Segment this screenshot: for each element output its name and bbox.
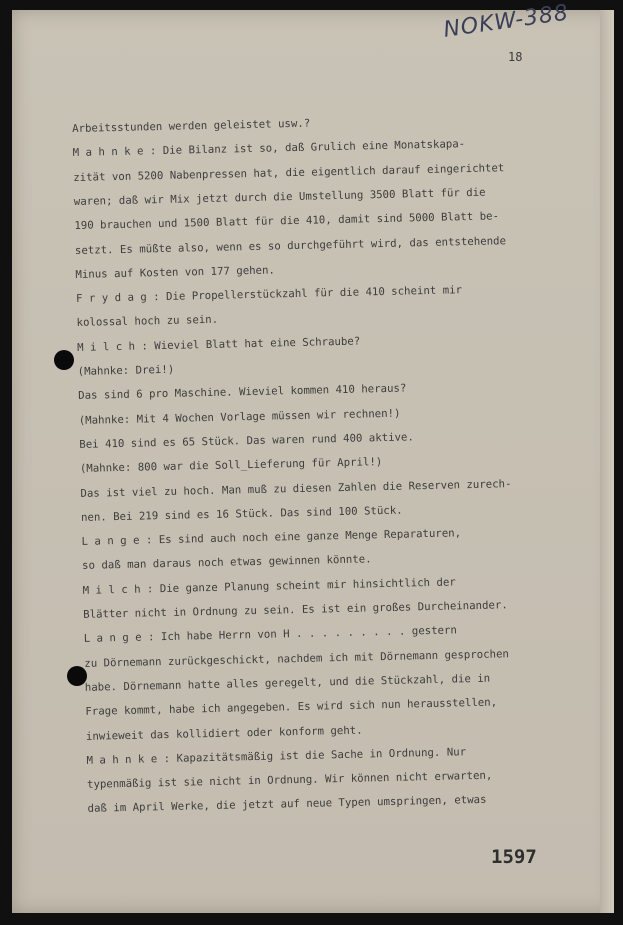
transcript-line: Das sind 6 pro Maschine. Wieviel kommen 410 heraus? [78,381,407,403]
handwritten-document-code: NOKW-388 [442,0,571,43]
transcript-line: L a n g e : Ich habe Herrn von H . . . . . . . . . gestern [83,623,458,646]
transcript-line: zu Dörnemann zurückgeschickt, nachdem ich mit Dörnemann gesprochen [84,646,510,670]
transcript-line: M i l c h : Wieviel Blatt hat eine Schraube? [76,334,361,354]
transcript-line: zität von 5200 Nabenpressen hat, die eigentlich darauf eingerichtet [73,160,505,184]
transcript-line: habe. Dörnemann hatte alles geregelt, und die Stückzahl, die in [84,671,491,694]
transcript-line: M a h n k e : Die Bilanz ist so, daß Grulich eine Monatskapa- [72,137,466,160]
transcript-line: Blätter nicht in Ordnung zu sein. Es ist ein großes Durcheinander. [83,598,508,621]
transcript-line: M a h n k e : Kapazitätsmäßig ist die Sache in Ordnung. Nur [86,745,467,767]
transcript-line: Bei 410 sind es 65 Stück. Das waren rund 400 aktive. [79,430,414,451]
transcript-line: 190 brauchen und 1500 Blatt für die 410, damit sind 5000 Blatt be- [74,209,500,233]
punch-hole-upper [54,350,74,370]
transcript-line: L a n g e : Es sind auch noch eine ganze Menge Reparaturen, [81,526,462,548]
transcript-line: (Mahnke: Mit 4 Wochen Vorlage müssen wir rechnen!) [78,406,401,427]
transcript-line: (Mahnke: Drei!) [77,362,175,378]
transcript-line: Frage kommt, habe ich angegeben. Es wird sich nun herausstellen, [85,695,498,719]
transcript-line: F r y d a g : Die Propellerstückzahl für die 410 scheint mir [75,283,463,306]
transcript-line: kolossal hoch zu sein. [76,313,219,330]
transcript-line: setzt. Es müßte also, wenn es so durchgeführt wird, das entstehende [74,233,507,257]
transcript-line: Minus auf Kosten von 177 gehen. [75,263,276,281]
transcript-line: Arbeitsstunden werden geleistet usw.? [72,116,311,135]
transcript-line: daß im April Werke, die jetzt auf neue Typen umspringen, etwas [87,793,487,816]
stamped-number: 1597 [491,846,537,868]
transcript-line: waren; daß wir Mix jetzt durch die Umstellung 3500 Blatt für die [73,185,486,208]
transcript-line: typenmäßig ist sie nicht in Ordnung. Wir können nicht erwarten, [86,768,493,791]
transcript-line: M i l c h : Die ganze Planung scheint mir hinsichtlich der [82,575,456,597]
transcript-line: nen. Bei 219 sind es 16 Stück. Das sind 100 Stück. [80,503,403,524]
transcript-line: Das ist viel zu hoch. Man muß zu diesen Zahlen die Reserven zurech- [80,476,512,500]
typed-transcript-text [72,109,618,851]
transcript-line: (Mahnke: 800 war die Soll_Lieferung für April!) [79,455,383,476]
transcript-line: inwieweit das kollidiert oder konform geht. [85,723,363,743]
transcript-line: so daß man daraus noch etwas gewinnen könnte. [81,552,372,573]
page-number: 18 [508,50,523,64]
